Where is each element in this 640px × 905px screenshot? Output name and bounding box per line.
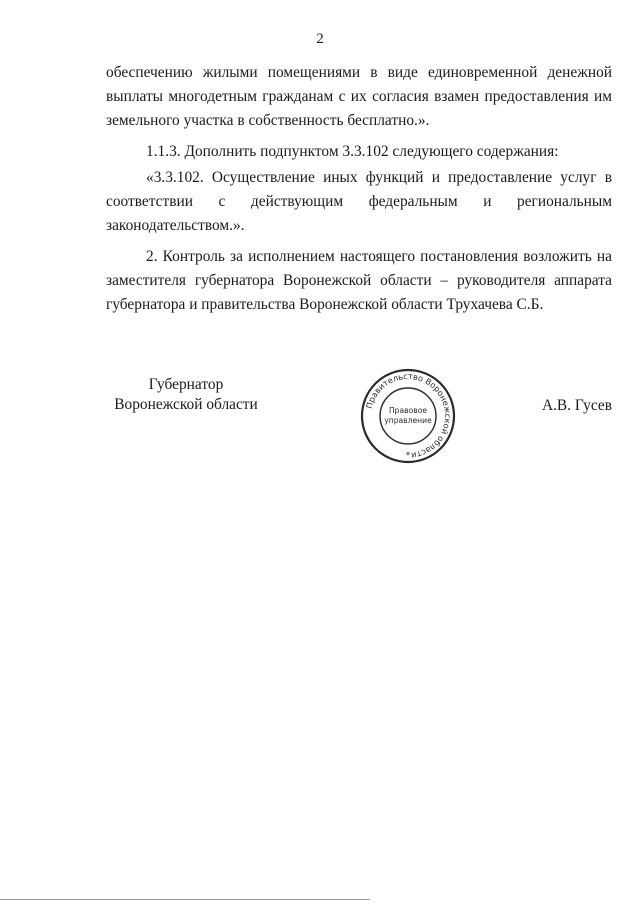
bottom-rule [0,899,370,900]
paragraph-item-3-3-102: «3.3.102. Осуществление иных функций и предоставление услуг в соответствии с действующим федеральным и региональным законодательством.». [106,169,612,234]
stamp-star-icon: * [405,451,411,461]
signatory-title-line2: Воронежской области [114,396,258,413]
paragraph-item-2: 2. Контроль за исполнением настоящего постановления возложить на заместителя губернатора Воронежской области – руководителя аппарата губернатора и правительства Воронежской области Трухачева С.Б. [106,248,612,313]
paragraph-item-1-1-3: 1.1.3. Дополнить подпунктом 3.3.102 следующего содержания: [146,143,559,160]
stamp-inner-line2: управление [384,416,432,425]
stamp-inner-line1: Правовое [388,406,428,415]
paragraph-continuation: обеспечению жилыми помещениями в виде единовременной денежной выплаты многодетным гражданам с их согласия взамен предоставления им земельного участка в собственность бесплатно.». [106,64,612,129]
page-number: 2 [316,31,324,47]
official-stamp [358,366,458,466]
signatory-name: А.В. Гусев [541,397,612,414]
stamp-outer-text: Правительство Воронежской области [363,370,454,461]
signatory-title-line1: Губернатор [148,376,224,393]
signatory-title [106,375,266,415]
